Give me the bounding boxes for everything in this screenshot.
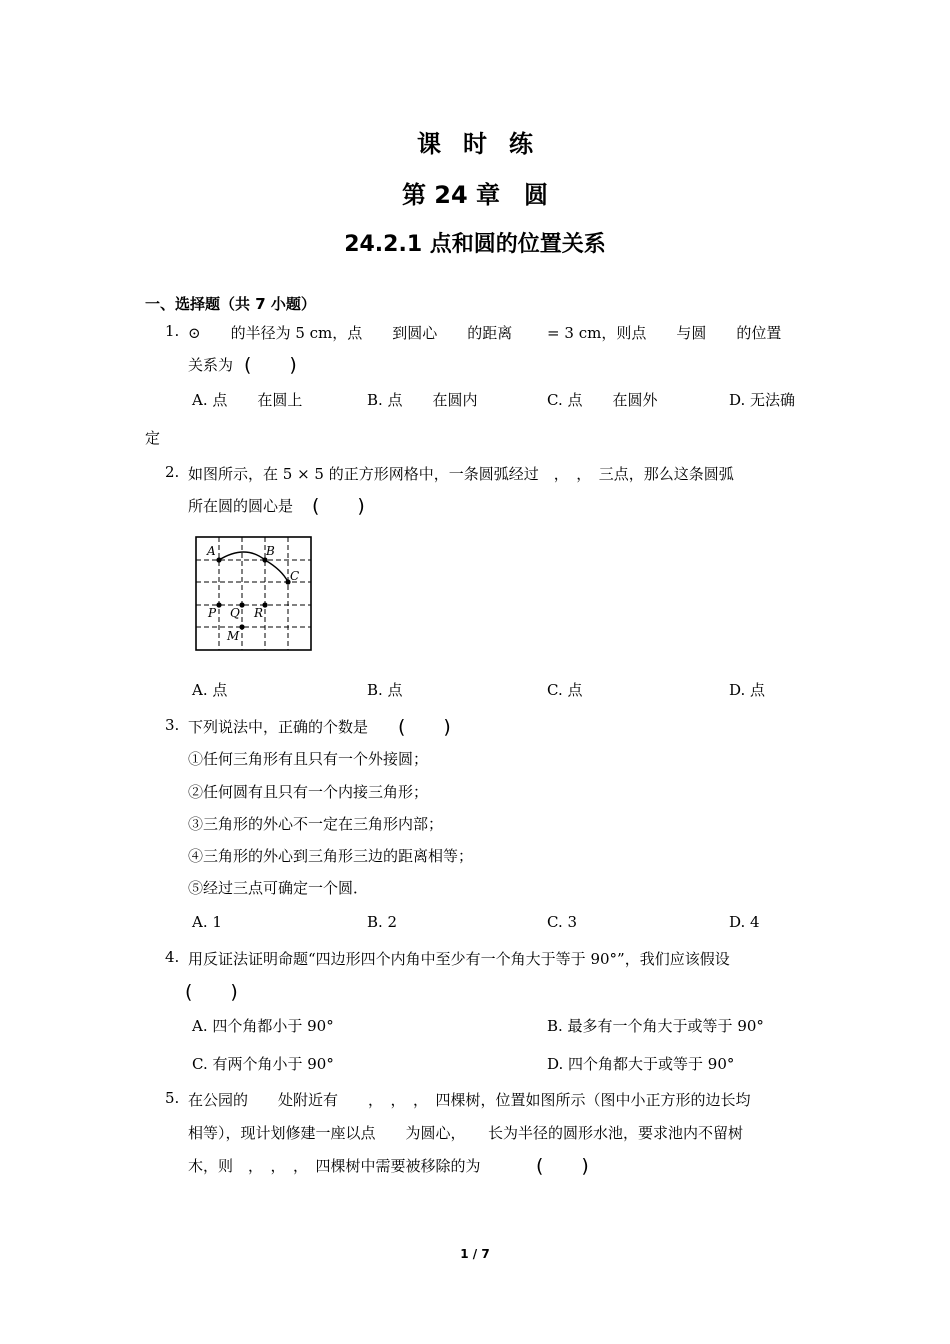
option-a: A. 1 bbox=[192, 913, 222, 931]
question-line: ⊙ 的半径为 5 cm，点 到圆心 的距离 = 3 cm，则点 与圆 的位置 bbox=[188, 324, 782, 342]
question-number: 1. bbox=[165, 322, 180, 340]
page-title: 课时练 bbox=[417, 130, 555, 158]
point-label-b: B bbox=[266, 544, 275, 558]
question-line: 关系为 bbox=[188, 356, 234, 374]
statement-4: ④三角形的外心到三角形三边的距离相等； bbox=[188, 847, 474, 865]
point-label-m: M bbox=[227, 629, 240, 643]
answer-paren: ( ) bbox=[185, 981, 238, 1003]
question-number: 2. bbox=[165, 463, 180, 481]
answer-paren: ( ) bbox=[312, 495, 365, 517]
option-d: D. 无法确 bbox=[729, 391, 796, 409]
grid-figure bbox=[190, 532, 316, 654]
question-line: 用反证法证明命题“四边形四个内角中至少有一个角大于等于 90°”，我们应该假设 bbox=[188, 950, 730, 968]
statement-2: ②任何圆有且只有一个内接三角形； bbox=[188, 783, 429, 801]
option-a: A. 四个角都小于 90° bbox=[192, 1017, 334, 1035]
section-heading: 一、选择题（共 7 小题） bbox=[145, 295, 316, 313]
option-d: D. 点 bbox=[729, 681, 766, 699]
option-d: D. 4 bbox=[729, 913, 760, 931]
question-line: 相等），现计划修建一座以点 为圆心， 长为半径的圆形水池，要求池内不留树 bbox=[188, 1124, 744, 1142]
question-line: 所在圆的圆心是 bbox=[188, 497, 294, 515]
option-a: A. 点 bbox=[192, 681, 228, 699]
statement-1: ①任何三角形有且只有一个外接圆； bbox=[188, 750, 429, 768]
option-c: C. 点 bbox=[547, 681, 583, 699]
point-label-r: R bbox=[254, 606, 264, 620]
question-number: 4. bbox=[165, 948, 180, 966]
option-c: C. 有两个角小于 90° bbox=[192, 1055, 334, 1073]
statement-5: ⑤经过三点可确定一个圆． bbox=[188, 879, 369, 897]
point-label-p: P bbox=[208, 606, 217, 620]
option-c: C. 3 bbox=[547, 913, 578, 931]
question-number: 3. bbox=[165, 716, 180, 734]
grid-diagram bbox=[190, 532, 316, 654]
option-b: B. 2 bbox=[367, 913, 398, 931]
statement-3: ③三角形的外心不一定在三角形内部； bbox=[188, 815, 444, 833]
option-b: B. 最多有一个角大于或等于 90° bbox=[547, 1017, 764, 1035]
question-number: 5. bbox=[165, 1089, 180, 1107]
option-b: B. 点 在圆内 bbox=[367, 391, 478, 409]
question-line: 在公园的 处附近有 ， ， ， 四棵树，位置如图所示（图中小正方形的边长均 bbox=[188, 1091, 751, 1109]
point-label-a: A bbox=[207, 544, 216, 558]
option-d: D. 四个角都大于或等于 90° bbox=[547, 1055, 735, 1073]
answer-paren: ( ) bbox=[244, 354, 297, 376]
point-label-q: Q bbox=[230, 606, 240, 620]
option-d-wrap: 定 bbox=[145, 429, 161, 447]
option-b: B. 点 bbox=[367, 681, 403, 699]
page-number: 1 / 7 bbox=[460, 1247, 490, 1261]
option-a: A. 点 在圆上 bbox=[192, 391, 303, 409]
chapter-title: 第 24 章 圆 bbox=[401, 181, 549, 209]
question-line: 木，则 ， ， ， 四棵树中需要被移除的为 bbox=[188, 1157, 481, 1175]
point-label-c: C bbox=[290, 569, 300, 583]
answer-paren: ( ) bbox=[398, 716, 451, 738]
option-c: C. 点 在圆外 bbox=[547, 391, 658, 409]
section-title: 24.2.1 点和圆的位置关系 bbox=[344, 232, 606, 257]
answer-paren: ( ) bbox=[536, 1155, 589, 1177]
question-line: 下列说法中，正确的个数是 bbox=[188, 718, 369, 736]
question-line: 如图所示，在 5 × 5 的正方形网格中，一条圆弧经过 ， ， 三点，那么这条圆弧 bbox=[188, 465, 734, 483]
